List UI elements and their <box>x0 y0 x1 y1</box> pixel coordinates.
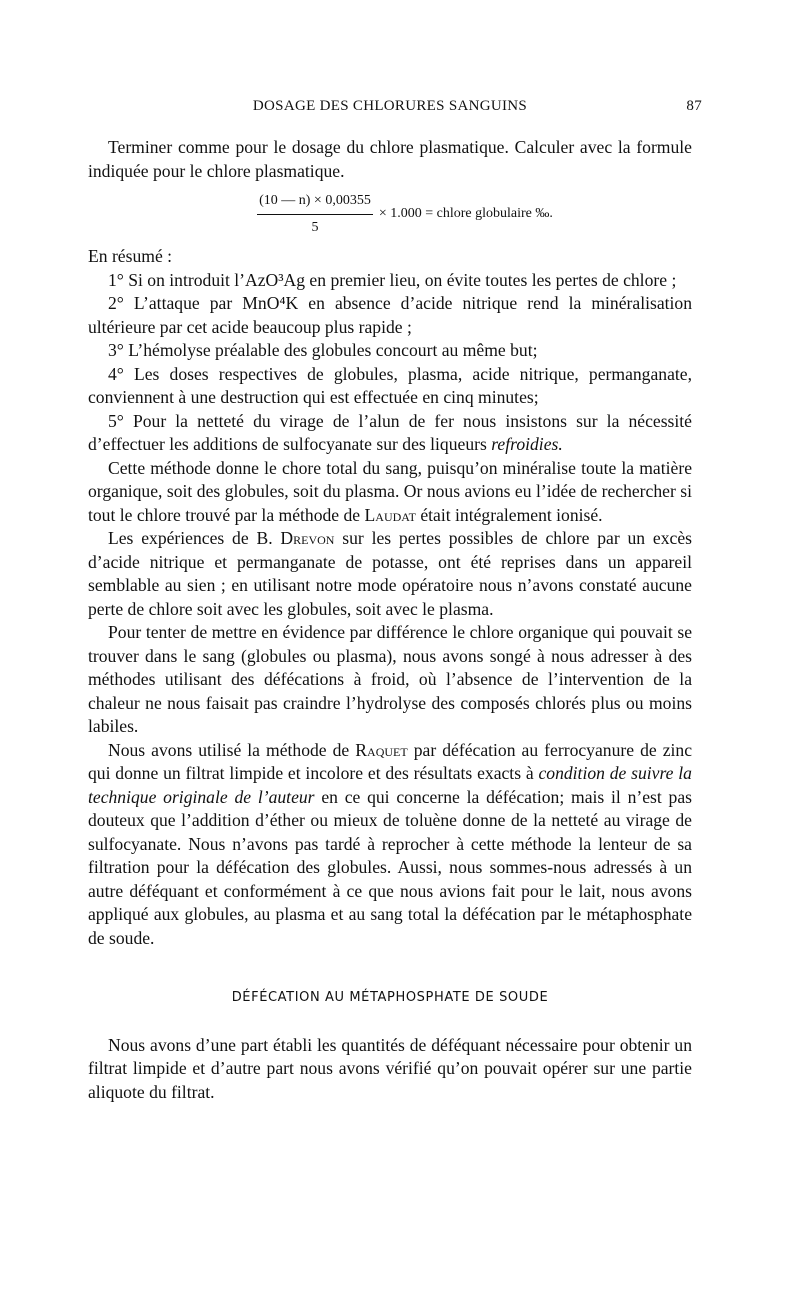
experiences-end: sur les pertes possibles de chlore par un excès d’acide nitrique et permanganate de potasse, ont été reprises dans un appareil semblable au sien ; en utilisant notre mode opératoire nous n’avons constaté aucune perte de chlore soit avec les globules, soit avec le plasma. <box>88 528 692 619</box>
paragraph-raquet <box>88 739 692 951</box>
summary-heading: En résumé : <box>88 246 173 266</box>
methode-text: Cette méthode donne le chore total du sang, puisqu’on minéralise toute la matière organique, soit des globules, soit du plasma. Or nous avions eu l’idée de rechercher si tout le chlore trouvé par la méthode de <box>88 457 692 525</box>
paragraph-experiences <box>88 527 692 621</box>
page-number: 87 <box>686 98 702 114</box>
formula-fraction <box>257 189 373 239</box>
point5-italic: refroidies. <box>491 434 563 454</box>
raquet-middle: par défécation au ferrocyanure de zinc qui donne un filtrat limpide et incolore et des résultats exacts à <box>88 739 693 783</box>
document-page <box>88 98 702 1104</box>
paragraph-methode <box>88 457 692 528</box>
paragraph-tenter: Pour tenter de mettre en évidence par différence le chlore organique qui pouvait se trouver dans le sang (globules ou plasma), nous avons songé à nous adresser à des méthodes utilisant des défécations à froid, où l’absence de l’intervention de la chaleur ne nous faisait pas craindre l’hydrolyse des composés chlorés plus ou moins labiles. <box>88 622 692 736</box>
author-drevon: Drevon <box>280 528 335 548</box>
running-head <box>88 98 702 126</box>
summary-point-5 <box>88 410 692 457</box>
section-heading: DÉFÉCATION AU MÉTAPHOSPHATE DE SOUDE <box>231 990 549 1005</box>
author-laudat: Laudat <box>364 504 416 525</box>
methode-end: était intégralement ionisé. <box>420 504 603 525</box>
summary-point-4: 4° Les doses respectives de globules, plasma, acide nitrique, permanganate, conviennent à une destruction qui est effectuée en cinq minutes; <box>88 363 692 407</box>
summary-point-2: 2° L’attaque par MnO⁴K en absence d’acide nitrique rend la minéralisation ultérieure par cet acide beaucoup plus rapide ; <box>88 293 692 337</box>
summary-point-3: 3° L’hémolyse préalable des globules concourt au même but; <box>108 340 538 360</box>
intro-paragraph: Terminer comme pour le dosage du chlore plasmatique. Calculer avec la formule indiquée pour le chlore plasmatique. <box>88 137 692 181</box>
experiences-start: Les expériences de B. <box>108 528 273 548</box>
formula-rest: × 1.000 = chlore globulaire ‰. <box>378 206 553 222</box>
running-title: DOSAGE DES CHLORURES SANGUINS <box>252 98 528 114</box>
formula-denominator: 5 <box>311 219 319 235</box>
raquet-start: Nous avons utilisé la méthode de <box>108 739 350 760</box>
author-raquet: Raquet <box>355 739 408 760</box>
final-paragraph: Nous avons d’une part établi les quantités de déféquant nécessaire pour obtenir un filtrat limpide et d’autre part nous avons vérifié qu’on pouvait opérer sur une partie aliquote du filtrat. <box>88 1034 692 1102</box>
formula <box>118 189 692 239</box>
raquet-end: en ce qui concerne la défécation; mais il n’est pas douteux que l’addition d’éther ou mieux de toluène donne de la netteté au virage de sulfocyanate. Nous n’avons pas tardé à reprocher à cette méthode la lenteur de sa filtration pour la défécation des globules. Aussi, nous sommes-nous adressés à un autre déféquant et conformément à ce que nous avions fait pour le lait, nous avons appliqué aux globules, au plasma et au sang total la défécation par le métaphosphate de soude. <box>88 786 693 948</box>
body-text <box>88 136 692 1104</box>
raquet-italic: condition de suivre la technique originale de l’auteur <box>88 763 692 807</box>
summary-point-1: 1° Si on introduit l’AzO³Ag en premier lieu, on évite toutes les pertes de chlore ; <box>108 269 677 290</box>
formula-numerator: (10 — n) × 0,00355 <box>257 189 373 215</box>
point5-text: 5° Pour la netteté du virage de l’alun de fer nous insistons sur la nécessité d’effectuer les additions de sulfocyanate sur des liqueurs <box>88 410 692 454</box>
